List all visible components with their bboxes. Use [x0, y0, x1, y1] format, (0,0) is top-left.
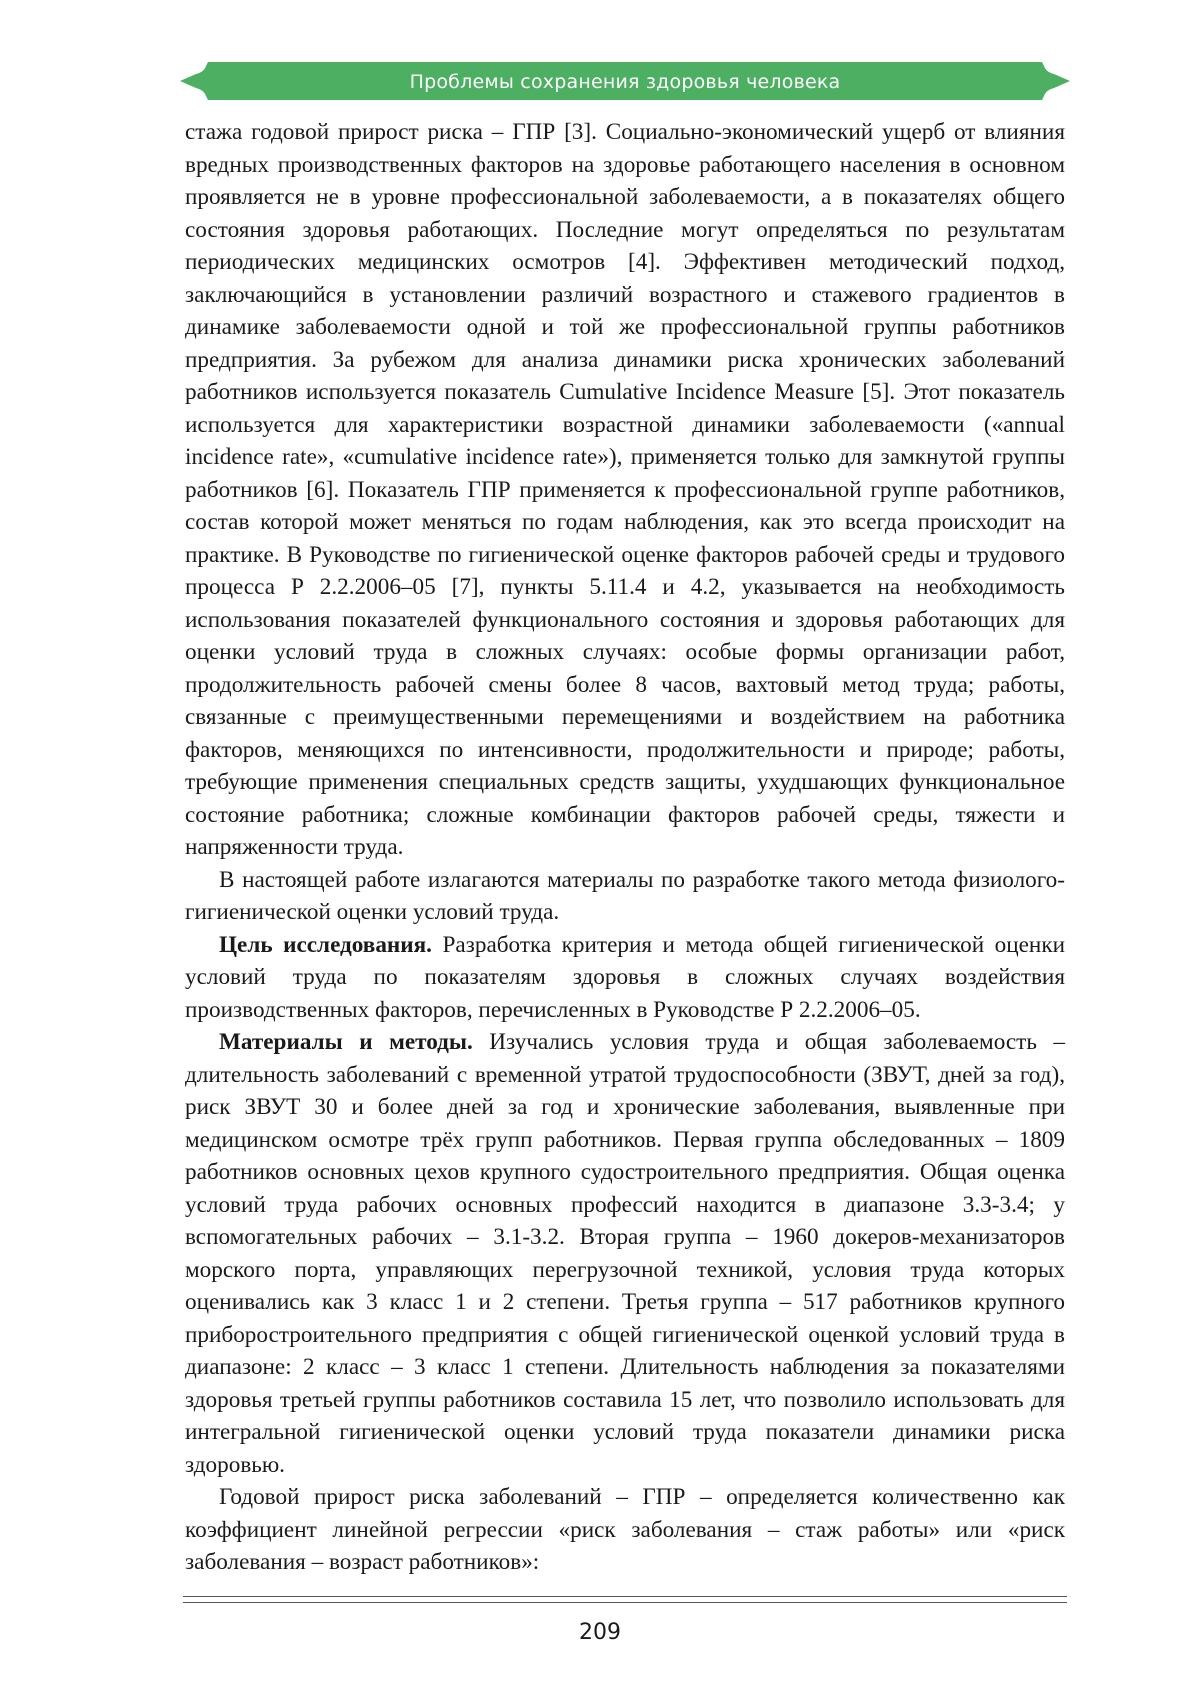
article-body [185, 116, 1065, 1579]
paragraph-work-scope: В настоящей работе излагаются материалы по разработке такого метода физиолого-гигиенической оценки условий труда. [185, 864, 1065, 929]
header-title: Проблемы сохранения здоровья человека [180, 62, 1070, 100]
paragraph-annual-risk: Годовой прирост риска заболеваний – ГПР – определяется количественно как коэффициент линейной регрессии «риск заболевания – стаж работы» или «риск заболевания – возраст работников»: [185, 1481, 1065, 1579]
running-header [180, 62, 1070, 100]
footer-rule-bottom [183, 1602, 1067, 1603]
page-number: 209 [0, 1620, 1200, 1645]
footer-rule-top [183, 1596, 1067, 1597]
methods-heading: Материалы и методы. [219, 1029, 473, 1055]
paragraph-goal [185, 929, 1065, 1027]
methods-text: Изучались условия труда и общая заболеваемость – длительность заболеваний с временной утратой трудоспособности (ЗВУТ, дней за год), риск ЗВУТ 30 и более дней за год и хронические заболевания, выявленные при медицинском осмотре трёх групп работников. Первая группа обследованных – 1809 работников основных цехов крупного судостроительного предприятия. Общая оценка условий труда рабочих основных профессий находится в диапазоне 3.3-3.4; у вспомогательных рабочих – 3.1-3.2. Вторая группа – 1960 докеров-механизаторов морского порта, управляющих перегрузочной техникой, условия труда которых оценивались как 3 класс 1 и 2 степени. Третья группа – 517 работников крупного приборостроительного предприятия с общей гигиенической оценкой условий труда в диапазоне: 2 класс – 3 класс 1 степени. Длительность наблюдения за показателями здоровья третьей группы работников составила 15 лет, что позволило использовать для интегральной гигиенической оценки условий труда показатели динамики риска здоровью. [185, 1029, 1065, 1478]
goal-text: Разработка критерия и метода общей гигиенической оценки условий труда по показателям здоровья в сложных случаях воздействия производственных факторов, перечисленных в Руководстве Р 2.2.2006–05. [185, 932, 1065, 1023]
paragraph-methods [185, 1026, 1065, 1481]
goal-heading: Цель исследования. [219, 932, 432, 958]
paragraph-intro-continuation: стажа годовой прирост риска – ГПР [3]. Социально-экономический ущерб от влияния вредных производственных факторов на здоровье работающего населения в основном проявляется не в уровне профессиональной заболеваемости, а в показателях общего состояния здоровья работающих. Последние могут определяться по результатам периодических медицинских осмотров [4]. Эффективен методический подход, заключающийся в установлении различий возрастного и стажевого градиентов в динамике заболеваемости одной и той же профессиональной группы работников предприятия. За рубежом для анализа динамики риска хронических заболеваний работников используется показатель Cumulative Incidence Measure [5]. Этот показатель используется для характеристики возрастной динамики заболеваемости («annual incidence rate», «cumulative incidence rate»), применяется только для замкнутой группы работников [6]. Показатель ГПР применяется к профессиональной группе работников, состав которой может меняться по годам наблюдения, как это всегда происходит на практике. В Руководстве по гигиенической оценке факторов рабочей среды и трудового процесса Р 2.2.2006–05 [7], пункты 5.11.4 и 4.2, указывается на необходимость использования показателей функционального состояния и здоровья работающих для оценки условий труда в сложных случаях: особые формы организации работ, продолжительность рабочей смены более 8 часов, вахтовый метод труда; работы, связанные с преимущественными перемещениями и воздействием на работника факторов, меняющихся по интенсивности, продолжительности и природе; работы, требующие применения специальных средств защиты, ухудшающих функциональное состояние работника; сложные комбинации факторов рабочей среды, тяжести и напряженности труда. [185, 116, 1065, 864]
